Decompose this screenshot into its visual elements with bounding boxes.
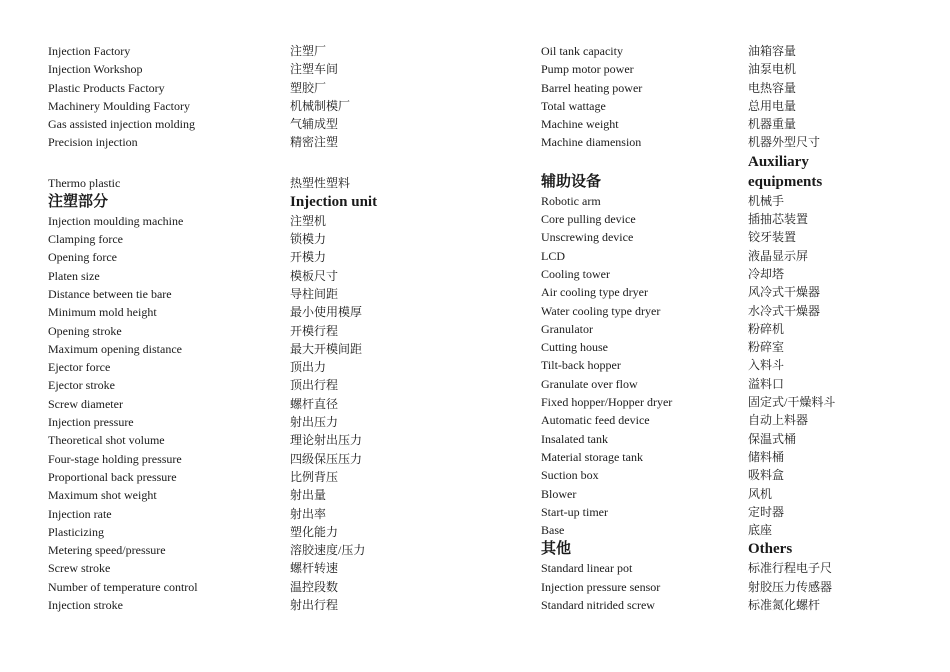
term-item: 油箱容量 <box>748 44 797 58</box>
term-item: Machinery Moulding Factory <box>48 98 190 113</box>
term-item: 热塑性塑料 <box>290 175 351 190</box>
term-item: Number of temperature control <box>48 579 198 594</box>
term-item: 风冷式干燥器 <box>748 285 821 300</box>
term-item: Total wattage <box>541 98 606 113</box>
term-item: Suction box <box>541 468 599 483</box>
term-item: Precision injection <box>48 135 138 150</box>
term-item: 冷却塔 <box>748 266 785 281</box>
term-item: 最小使用模厚 <box>290 305 363 320</box>
term-item: Injection pressure sensor <box>541 579 661 594</box>
term-item: 总用电量 <box>748 98 797 113</box>
term-item: Standard nitrided screw <box>541 598 655 613</box>
term-item: Cooling tower <box>541 266 610 281</box>
column-chinese-1 <box>290 42 520 614</box>
section-heading: Auxiliary <box>748 153 809 170</box>
term-item: Unscrewing device <box>541 230 634 245</box>
term-item: 铰牙装置 <box>748 230 797 245</box>
section-heading: 注塑部分 <box>48 193 109 210</box>
column-english-2 <box>541 42 731 614</box>
term-item: 溢料口 <box>748 376 785 391</box>
term-item: 液晶显示屏 <box>748 248 809 263</box>
term-item: 注塑车间 <box>290 62 339 77</box>
term-item: Fixed hopper/Hopper dryer <box>541 395 673 410</box>
term-item: Injection stroke <box>48 598 123 613</box>
term-item: Robotic arm <box>541 193 601 208</box>
term-item: Automatic feed device <box>541 413 650 428</box>
section-heading: Others <box>748 541 793 558</box>
spacer <box>541 152 731 172</box>
term-item: Injection Factory <box>48 44 131 58</box>
term-item: Core pulling device <box>541 212 636 227</box>
term-item: 精密注塑 <box>290 135 339 150</box>
term-item: 固定式/干燥料斗 <box>748 395 836 410</box>
term-item: 射出量 <box>290 488 327 503</box>
term-item: Screw stroke <box>48 561 111 576</box>
term-item: Tilt-back hopper <box>541 358 621 373</box>
term-item: Clamping force <box>48 232 123 247</box>
term-item: 标准氮化螺杆 <box>748 598 821 613</box>
term-item: 风机 <box>748 486 773 501</box>
term-item: 保温式桶 <box>748 431 797 446</box>
term-item: Granulator <box>541 321 593 336</box>
spacer <box>48 152 278 172</box>
term-item: Machine weight <box>541 117 619 132</box>
term-item: 开模力 <box>290 250 327 265</box>
term-item: 射出压力 <box>290 415 339 430</box>
term-item: Theoretical shot volume <box>48 433 165 448</box>
term-item: Injection rate <box>48 506 112 521</box>
term-item: 机械制模厂 <box>290 98 351 113</box>
term-item: Opening force <box>48 250 117 265</box>
term-item: Base <box>541 523 565 538</box>
term-item: 溶胶速度/压力 <box>290 543 366 558</box>
term-item: 理论射出压力 <box>290 433 363 448</box>
section-heading: Injection unit <box>290 193 378 210</box>
term-item: 标准行程电子尺 <box>748 561 833 576</box>
term-item: Gas assisted injection molding <box>48 117 195 132</box>
term-item: Oil tank capacity <box>541 44 623 58</box>
term-item: 定时器 <box>748 504 785 519</box>
column-english-1 <box>48 42 278 614</box>
term-item: Metering speed/pressure <box>48 543 166 558</box>
term-item: 入料斗 <box>748 358 785 373</box>
term-item: 最大开模间距 <box>290 341 363 356</box>
term-item: Start-up timer <box>541 504 608 519</box>
spacer <box>290 152 520 172</box>
term-item: 自动上料器 <box>748 413 809 428</box>
term-item: 开模行程 <box>290 323 339 338</box>
term-item: 机器外型尺寸 <box>748 135 821 150</box>
term-item: 电热容量 <box>748 80 797 95</box>
term-item: LCD <box>541 248 565 263</box>
term-item: 水冷式干燥器 <box>748 303 821 318</box>
term-item: Injection pressure <box>48 415 134 430</box>
term-item: 储料桶 <box>748 449 785 464</box>
term-item: 粉碎机 <box>748 321 785 336</box>
term-item: 底座 <box>748 523 773 538</box>
section-heading: 其他 <box>541 541 572 558</box>
column-chinese-2 <box>748 42 943 614</box>
term-item: Proportional back pressure <box>48 469 177 484</box>
term-item: 塑化能力 <box>290 524 339 539</box>
term-item: 机器重量 <box>748 117 797 132</box>
term-item: Standard linear pot <box>541 561 633 576</box>
term-item: 注塑厂 <box>290 44 327 58</box>
term-item: Four-stage holding pressure <box>48 451 182 466</box>
term-item: 射胶压力传感器 <box>748 579 833 594</box>
term-item: 顶出行程 <box>290 378 339 393</box>
term-item: Plastic Products Factory <box>48 80 165 95</box>
term-item: 机械手 <box>748 193 785 208</box>
term-item: 插抽芯装置 <box>748 212 809 227</box>
term-item: Machine diamension <box>541 135 642 150</box>
term-item: Cutting house <box>541 340 609 355</box>
term-item: Platen size <box>48 268 100 283</box>
term-item: 螺杆直径 <box>290 396 339 411</box>
term-item: Screw diameter <box>48 396 123 411</box>
term-item: 油泵电机 <box>748 62 797 77</box>
term-item: 螺杆转速 <box>290 561 339 576</box>
term-item: 气辅成型 <box>290 117 339 132</box>
term-item: 吸料盒 <box>748 468 785 483</box>
term-item: Insalated tank <box>541 431 608 446</box>
term-item: Maximum shot weight <box>48 488 157 503</box>
term-item: 顶出力 <box>290 360 327 375</box>
term-item: Plasticizing <box>48 524 104 539</box>
term-item: Distance between tie bare <box>48 286 172 301</box>
term-item: Thermo plastic <box>48 175 121 190</box>
term-item: Water cooling type dryer <box>541 303 661 318</box>
term-item: Blower <box>541 486 577 501</box>
term-item: Ejector force <box>48 360 111 375</box>
term-item: Injection moulding machine <box>48 213 184 228</box>
term-item: Injection Workshop <box>48 62 143 77</box>
term-item: 模板尺寸 <box>290 268 339 283</box>
term-item: 射出行程 <box>290 598 339 613</box>
term-item: 粉碎室 <box>748 340 785 355</box>
term-item: Air cooling type dryer <box>541 285 648 300</box>
term-item: 射出率 <box>290 506 327 521</box>
section-heading: equipments <box>748 173 823 190</box>
term-item: 四级保压压力 <box>290 451 363 466</box>
term-item: Maximum opening distance <box>48 341 182 356</box>
term-item: 温控段数 <box>290 579 339 594</box>
term-item: Pump motor power <box>541 62 634 77</box>
term-item: Barrel heating power <box>541 80 643 95</box>
term-item: 导柱间距 <box>290 286 339 301</box>
term-item: Minimum mold height <box>48 305 157 320</box>
term-item: 塑胶厂 <box>290 80 327 95</box>
section-heading: 辅助设备 <box>541 173 602 190</box>
term-item: Material storage tank <box>541 449 643 464</box>
term-item: 注塑机 <box>290 213 327 228</box>
term-item: Opening stroke <box>48 323 122 338</box>
term-item: 比例背压 <box>290 469 339 484</box>
term-item: Ejector stroke <box>48 378 115 393</box>
term-item: 锁模力 <box>290 232 327 247</box>
term-item: Granulate over flow <box>541 376 638 391</box>
